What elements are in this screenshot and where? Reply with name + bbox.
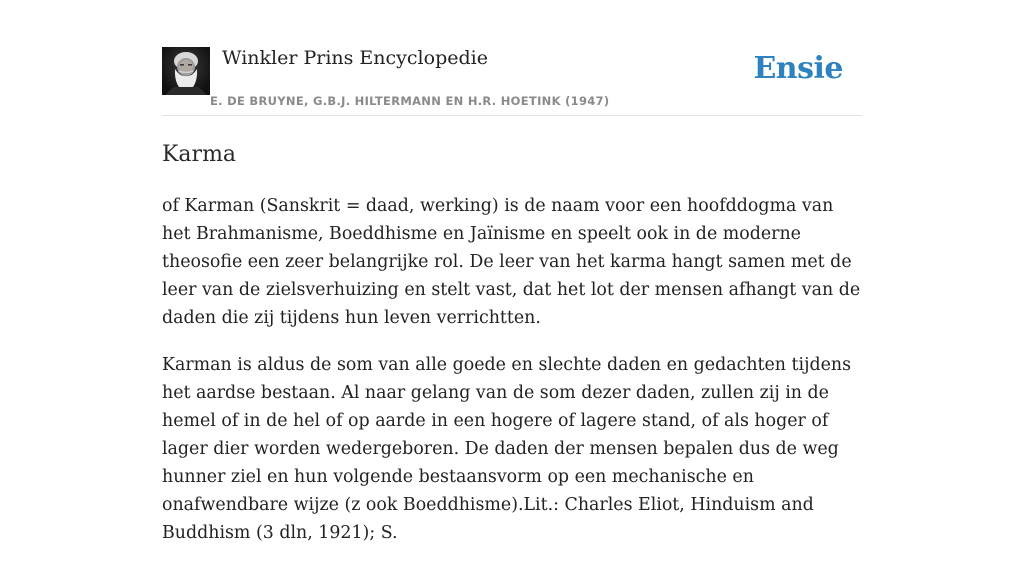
article-paragraph: of Karman (Sanskrit = daad, werking) is de naam voor een hoofddogma van het Brahmanisme, Boeddhisme en Jaïnisme en speelt ook in de moderne theosofie een zeer belangrijke rol. De leer van het karma hangt samen met de leer van de zielsverhuizing en stelt vast, dat het lot der mensen afhangt van de daden die zij tijdens hun leven verrichtten.	[162, 196, 861, 328]
source-header	[162, 0, 862, 116]
source-title[interactable]: Winkler Prins Encyclopedie	[222, 47, 488, 69]
bearded-man-portrait-icon	[162, 47, 210, 95]
page	[162, 0, 862, 543]
article-body	[162, 192, 862, 566]
ensie-logo[interactable]: Ensie	[753, 51, 843, 86]
article-title: Karma	[162, 142, 237, 167]
source-authors: E. DE BRUYNE, G.B.J. HILTERMANN EN H.R. HOETINK (1947)	[210, 94, 610, 108]
author-avatar[interactable]	[162, 47, 210, 95]
article-paragraph: Karman is aldus de som van alle goede en slechte daden en gedachten tijdens het aardse bestaan. Al naar gelang van de som dezer daden, zullen zij in de hemel of in de hel of op aarde in een hogere of lagere stand, of als hoger of lager dier worden wedergeboren. De daden der mensen bepalen dus de weg hunner ziel en hun volgende bestaansvorm op een mechanische en onafwendbare wijze (z ook Boeddhisme).Lit.: Charles Eliot, Hinduism and Buddhism (3 dln, 1921); S.	[162, 355, 852, 543]
